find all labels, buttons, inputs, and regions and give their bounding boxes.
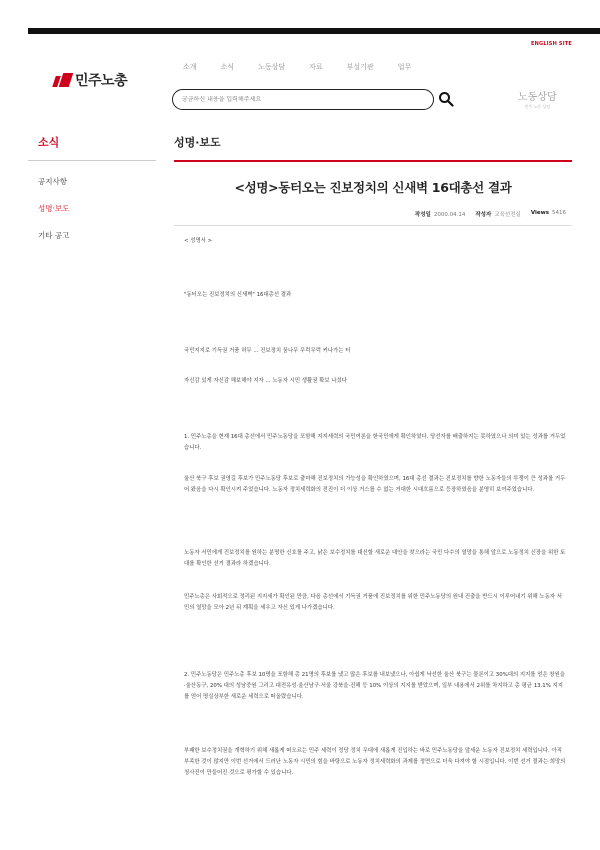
- date-label: 작성일: [414, 212, 431, 218]
- article-paragraph: 국민지지로 기득권 거품 허무 ... 진보정치 꿈나무 무럭무럭 커나가는 터: [184, 348, 351, 354]
- labor-consult-title: 노동상담: [518, 92, 557, 103]
- nav-item-affiliates[interactable]: 부설기관: [346, 63, 374, 71]
- logo-text: 민주노총: [75, 73, 128, 89]
- sidebar-item-notices[interactable]: 공지사항: [38, 177, 67, 186]
- logo-mark-icon: [54, 73, 72, 87]
- article-title: <성명>동터오는 진보정치의 신새벽 16대총선 결과: [234, 180, 512, 195]
- article-paragraph: 2. 민주노동당은 민주노총 후보 10명을 포함해 총 21명의 후보를 냈고 많은 후보를 내보냈으나, 아쉽게 낙선한 울산 북구는 물론이고 30%대의 지지를 얻은 창원을·울산동구, 20% 대의 성남중원 그리고 대전유성·울산남구·서울 강북을·진해 등 10% 이상의 지지를 받았으며, 일부 내용에서 2위를 차지하고 총 평균 13.1% 지지를 얻어 명실상부한 새로운 세력으로 떠올랐습니다.: [184, 672, 565, 700]
- article-paragraph: 자신감 있게 자신감 해보해야 지자 ... 노동자 시민 생활권 확보 나섰다: [184, 378, 347, 384]
- nav-item-resources[interactable]: 자료: [309, 63, 323, 71]
- title-divider: [174, 160, 572, 162]
- article-date: 2000.04.14: [433, 212, 466, 218]
- article-author: 교육선전실: [494, 212, 521, 218]
- page-title: 성명·보도: [174, 136, 221, 149]
- article-paragraph: 민주노총은 사회적으로 정리된 지지세가 확인된 만큼, 다음 총선에서 기득권 거품에 진보정치를 위한 민주노동당의 원내 진출을 반드시 이루어내기 위해 노동자 서민의 열망을 모아 2년 뒤 계획을 세우고 자신 있게 나가겠습니다.: [184, 594, 562, 611]
- nav-item-about[interactable]: 소개: [183, 63, 197, 71]
- article-views: 5416: [552, 210, 566, 216]
- article-meta: [415, 210, 566, 218]
- article-paragraph: 울산 북구 후보 권영길 후보가 민주노동당 후보로 출마해 진보정치의 가능성을 확인하였으며, 16대 총선 결과는 진보정치를 향한 노동자들의 투쟁이 큰 성과를 거두어 왔음을 다시 확인시켜 주었습니다. 노동자 정치세력화의 전진이 더 이상 거스를 수 없는 거대한 시대흐름으로 등장하였음을 분명히 보여주었습니다.: [184, 476, 566, 493]
- sidebar-menu: [38, 176, 69, 257]
- sidebar-title: 소식: [38, 136, 60, 149]
- article-paragraph: 1. 민주노총을 현재 16대 총선에서 민주노동당을 포함해 지지세력의 국민여론을 한국민에게 확인하였다. 당선자를 배출하지는 못하였으나 의미 있는 성과를 거두었습니다.: [184, 434, 566, 451]
- search-box: [172, 89, 434, 110]
- article-paragraph: "동터오는 진보정치의 신새벽" 16대총선 결과: [184, 292, 292, 298]
- labor-consult-link[interactable]: [518, 88, 557, 110]
- article-paragraph: < 성명서 >: [184, 238, 213, 244]
- author-label: 작성자: [475, 212, 492, 218]
- sidebar-item-statements[interactable]: 성명·보도: [38, 204, 70, 213]
- article-paragraph: 노동자 서민에게 진보정치를 원하는 분명한 신호를 주고, 낡은 보수정치를 대신할 새로운 대안을 찾으라는 국민 다수의 열망을 통해 앞으로 노동정치 신장을 위한 토대를 확인한 선거 결과라 하겠습니다.: [184, 550, 566, 567]
- nav-item-work[interactable]: 업무: [397, 63, 412, 71]
- nav-item-news[interactable]: 소식: [220, 63, 235, 71]
- nav-item-labor-consult[interactable]: 노동상담: [258, 63, 286, 71]
- search-icon[interactable]: [438, 91, 454, 107]
- views-label: Views: [530, 210, 549, 216]
- labor-consult-subtitle: 민주 노동 상담: [524, 104, 551, 109]
- global-nav: [183, 62, 435, 72]
- article-paragraph: 부패한 보수정치권을 개혁하기 위해 새롭게 떠오르는 민주 세력이 정당 정치 무대에 새롭게 진입하는 바로 민주노동당을 앞세운 노동자 진보정치 세력입니다. 아직 부족한 것이 많지만 이번 선거에서 드러난 노동자 시민의 힘을 바탕으로 노동자 정치세력화의 과제를 정면으로 더욱 다져야 할 시점입니다. 이번 선거 결과는 희망의 청사진이 만들어진 것으로 평가할 수 있습니다.: [184, 748, 566, 776]
- sidebar-divider: [28, 160, 156, 161]
- meta-divider: [174, 225, 572, 226]
- english-site-link[interactable]: ENGLISH SITE: [531, 41, 572, 47]
- search-input[interactable]: [182, 96, 422, 103]
- top-bar: [28, 28, 600, 34]
- site-logo[interactable]: [54, 70, 127, 90]
- sidebar-item-other-notices[interactable]: 기타 공고: [38, 231, 70, 240]
